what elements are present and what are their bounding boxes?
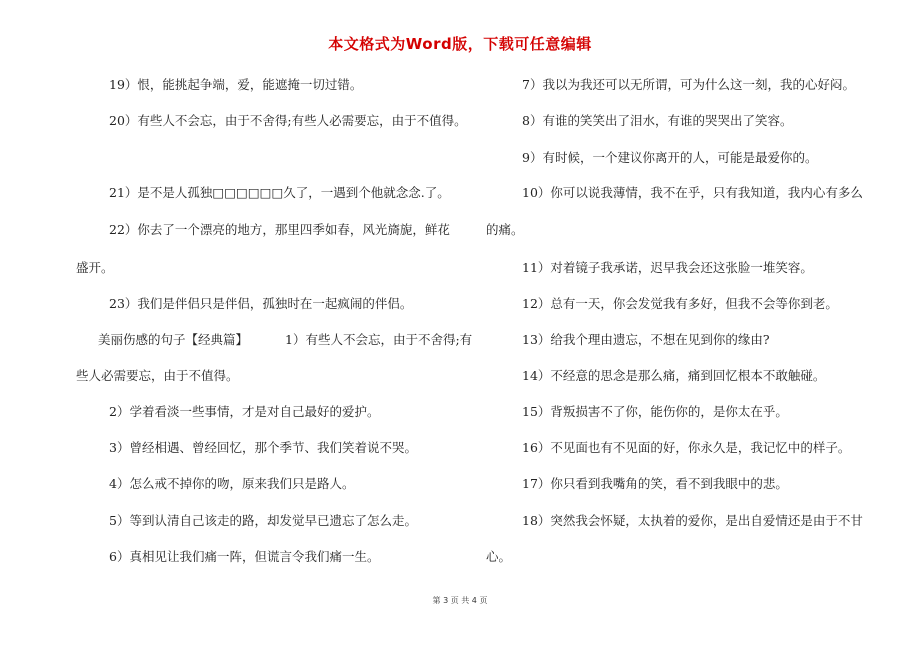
line-left-22-cont: 盛开。: [76, 260, 114, 275]
line-left-21: 21）是不是人孤独□□□□□□久了，一遇到个他就念念.了。: [109, 185, 450, 200]
line-right-8: 8）有谁的笑笑出了泪水，有谁的哭哭出了笑容。: [522, 113, 793, 128]
line-right-11: 11）对着镜子我承诺，迟早我会还这张脸一堆笑容。: [522, 260, 813, 275]
line-right-17: 17）你只看到我嘴角的笑，看不到我眼中的悲。: [522, 476, 788, 491]
line-right-18: 18）突然我会怀疑，太执着的爱你，是出自爱情还是由于不甘: [522, 513, 863, 528]
line-right-7: 7）我以为我还可以无所谓，可为什么这一刻，我的心好闷。: [522, 77, 855, 92]
line-left-20: 20）有些人不会忘，由于不舍得;有些人必需要忘，由于不值得。: [109, 113, 467, 128]
line-right-15: 15）背叛损害不了你，能伤你的，是你太在乎。: [522, 404, 788, 419]
line-right-10-cont: 的痛。: [486, 222, 524, 237]
section-title: 美丽伤感的句子【经典篇】: [98, 332, 249, 347]
line-left-s5: 5）等到认清自己该走的路，却发觉早已遗忘了怎么走。: [109, 513, 417, 528]
line-left-s3: 3）曾经相遇、曾经回忆，那个季节、我们笑着说不哭。: [109, 440, 417, 455]
line-right-9: 9）有时候，一个建议你离开的人，可能是最爱你的。: [522, 150, 818, 165]
line-left-s1-cont: 些人必需要忘，由于不值得。: [76, 368, 239, 383]
line-right-16: 16）不见面也有不见面的好，你永久是，我记忆中的样子。: [522, 440, 851, 455]
line-right-12: 12）总有一天，你会发觉我有多好，但我不会等你到老。: [522, 296, 838, 311]
line-right-14: 14）不经意的思念是那么痛，痛到回忆根本不敢触碰。: [522, 368, 826, 383]
line-right-10: 10）你可以说我薄情，我不在乎，只有我知道，我内心有多么: [522, 185, 863, 200]
page-footer: 第 3 页 共 4 页: [432, 596, 488, 605]
line-left-19: 19）恨，能挑起争端，爱，能遮掩一切过错。: [109, 77, 363, 92]
line-left-23: 23）我们是伴侣只是伴侣，孤独时在一起疯闹的伴侣。: [109, 296, 413, 311]
line-left-22: 22）你去了一个漂亮的地方，那里四季如春，风光旖旎，鲜花: [109, 222, 450, 237]
document-banner: 本文格式为Word版，下载可任意编辑: [328, 35, 592, 53]
line-left-s2: 2）学着看淡一些事情，才是对自己最好的爱护。: [109, 404, 380, 419]
line-right-18-cont: 心。: [486, 549, 512, 564]
line-left-s1: 1）有些人不会忘，由于不舍得;有: [285, 332, 473, 347]
line-left-s4: 4）怎么戒不掉你的吻，原来我们只是路人。: [109, 476, 355, 491]
line-right-13: 13）给我个理由遗忘，不想在见到你的缘由?: [522, 332, 770, 347]
line-left-s6: 6）真相见让我们痛一阵，但谎言令我们痛一生。: [109, 549, 380, 564]
